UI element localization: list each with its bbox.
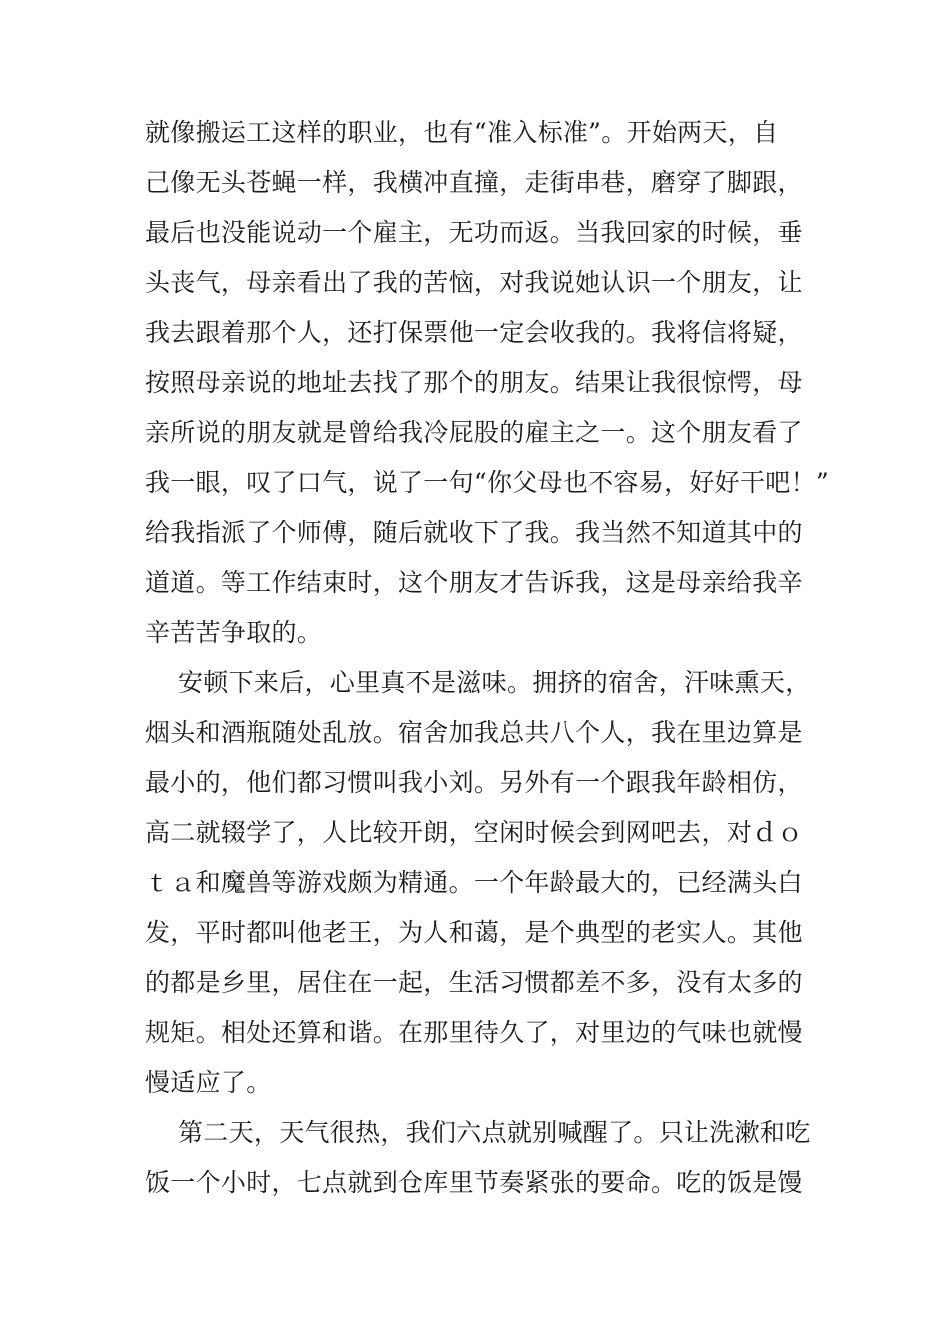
text-line: 最小的，他们都习惯叫我小刘。另外有一个跟我年龄相仿， bbox=[145, 768, 803, 797]
text-line: 给我指派了个师傅，随后就收下了我。我当然不知道其中的 bbox=[145, 518, 803, 547]
text-line: 烟头和酒瓶随处乱放。宿舍加我总共八个人，我在里边算是 bbox=[145, 718, 803, 747]
text-line: 我去跟着那个人，还打保票他一定会收我的。我将信将疑， bbox=[145, 318, 803, 347]
text-line: 发，平时都叫他老王，为人和蔼，是个典型的老实人。其他 bbox=[145, 918, 803, 947]
text-line: 我一眼，叹了口气，说了一句“你父母也不容易，好好干吧！” bbox=[145, 468, 829, 497]
text-line: 辛苦苦争取的。 bbox=[145, 618, 323, 647]
text-line: 规矩。相处还算和谐。在那里待久了，对里边的气味也就慢 bbox=[145, 1018, 803, 1047]
text-line: 按照母亲说的地址去找了那个的朋友。结果让我很惊愕，母 bbox=[145, 368, 803, 397]
text-line: 慢适应了。 bbox=[145, 1068, 272, 1097]
text-line: 高二就辍学了，人比较开朗，空闲时候会到网吧去，对ｄｏ bbox=[145, 818, 803, 847]
text-line: ｔａ和魔兽等游戏颇为精通。一个年龄最大的，已经满头白 bbox=[145, 868, 803, 897]
text-line: 的都是乡里，居住在一起，生活习惯都差不多，没有太多的 bbox=[145, 968, 803, 997]
text-line: 道道。等工作结束时，这个朋友才告诉我，这是母亲给我辛 bbox=[145, 568, 803, 597]
text-line: 就像搬运工这样的职业，也有“准入标准”。开始两天，自 bbox=[145, 118, 779, 147]
text-line: 亲所说的朋友就是曾给我冷屁股的雇主之一。这个朋友看了 bbox=[145, 418, 803, 447]
text-line: 己像无头苍蝇一样，我横冲直撞，走街串巷，磨穿了脚跟， bbox=[145, 168, 803, 197]
text-line: 第二天，天气很热，我们六点就别喊醒了。只让洗漱和吃 bbox=[178, 1118, 811, 1147]
text-line: 最后也没能说动一个雇主，无功而返。当我回家的时候，垂 bbox=[145, 218, 803, 247]
text-line: 饭一个小时，七点就到仓库里节奏紧张的要命。吃的饭是馒 bbox=[145, 1168, 803, 1197]
text-line: 头丧气，母亲看出了我的苦恼，对我说她认识一个朋友，让 bbox=[145, 268, 803, 297]
text-line: 安顿下来后，心里真不是滋味。拥挤的宿舍，汗味熏天， bbox=[178, 668, 811, 697]
